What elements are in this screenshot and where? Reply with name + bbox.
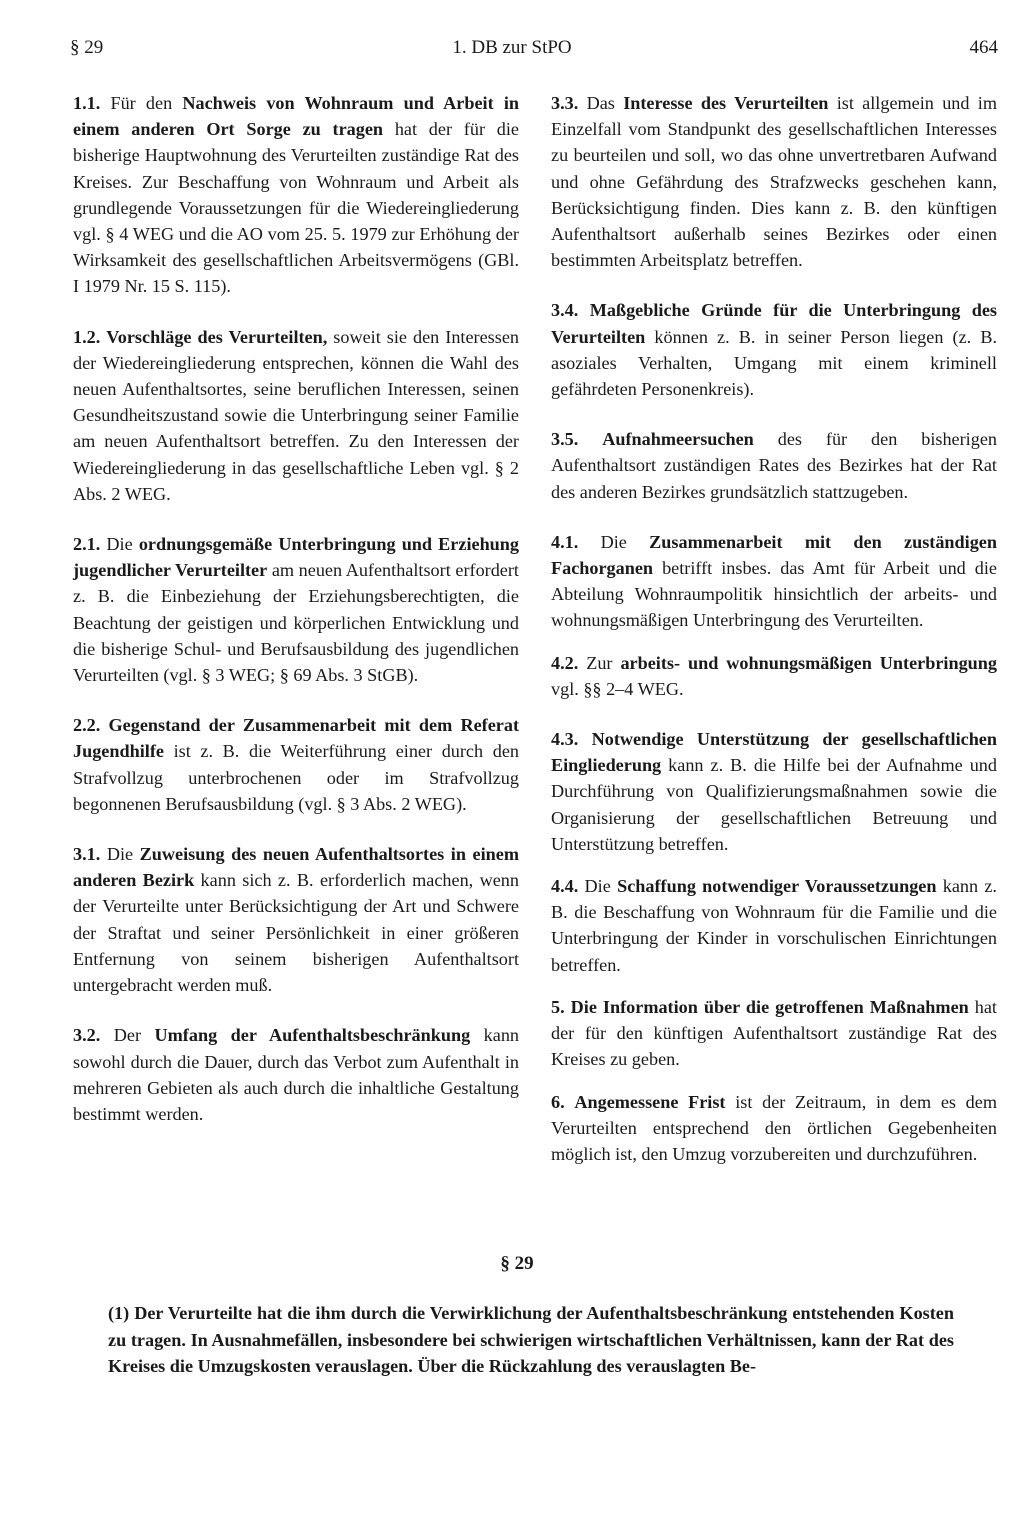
bold-term: Die Information über die getroffenen Maßnahmen — [570, 996, 969, 1017]
right-column — [551, 90, 997, 1183]
page-number: 464 — [969, 37, 998, 58]
paragraph-number: 3.1. — [73, 844, 101, 865]
paragraph — [551, 1089, 997, 1168]
paragraph — [551, 90, 997, 273]
bold-term: Umfang der Aufenthaltsbeschränkung — [154, 1025, 471, 1046]
paragraph — [73, 324, 519, 507]
paragraph-number: 3.2. — [73, 1025, 101, 1046]
paragraph-number: 2.2. — [73, 715, 101, 736]
paragraph — [73, 841, 519, 998]
bold-term: Schaffung notwendiger Voraussetzungen — [617, 876, 937, 897]
bold-term: Aufnahmeersuchen — [602, 429, 754, 450]
paragraph — [551, 297, 997, 402]
paragraph-text: kann sich z. B. erforderlich machen, wenn der Verurteilte unter Berücksichtigung der Art und Schwere der Straftat und seiner Persönlichkeit in einer größeren Entfernung von seinem bisherigen Aufenthaltsort untergebracht werden muß. — [73, 870, 519, 996]
paragraph-text — [100, 715, 108, 735]
paragraph — [73, 1022, 519, 1127]
paragraph-text: Die — [100, 534, 139, 555]
paragraph-number: 4.3. — [551, 729, 579, 750]
bold-term: Nachweis von Wohnraum und Arbeit in einem anderen Ort Sorge zu tragen — [73, 93, 519, 140]
section-title: § 29 — [500, 1253, 534, 1274]
paragraph-number: 4.1. — [551, 531, 579, 552]
bold-term: Vorschläge des Verurteilten, — [106, 326, 328, 347]
section-paragraph: (1) Der Verurteilte hat die ihm durch die Verwirklichung der Aufenthaltsbeschränkung entstehenden Kosten zu tragen. In Ausnahmefällen, insbesondere bei schwierigen wirtschaftlichen Verhältnissen, kann der Rat des Kreises die Umzugskosten verauslagen. Über die Rückzahlung des verauslagten Be- — [108, 1303, 954, 1376]
paragraph — [551, 426, 997, 505]
paragraph — [73, 712, 519, 817]
paragraph-text: soweit sie den Interessen der Wiedereingliederung entsprechen, können die Wahl des neuen Aufenthaltsortes, seine beruflichen Interessen, seinen Gesundheitszustand sowie die Unterbringung seiner Familie am neuen Aufenthaltsort betreffen. Zu den Interessen der Wiedereingliederung in das gesellschaftliche Leben vgl. § 2 Abs. 2 WEG. — [73, 326, 520, 504]
bold-term: arbeits- und wohnungsmäßigen Unterbringung — [620, 652, 997, 673]
paragraph — [551, 994, 997, 1073]
paragraph-text: Die — [578, 876, 618, 897]
bold-term: Gegenstand der Zusammenarbeit mit dem Referat Jugendhilfe — [73, 715, 519, 762]
bold-term: Notwendige Unterstützung der gesellschaftlichen Eingliederung — [551, 729, 997, 776]
header-title: 1. DB zur StPO — [452, 37, 572, 58]
paragraph — [551, 529, 997, 634]
paragraph-number: 4.4. — [551, 876, 579, 897]
paragraph-text: hat der für den künftigen Aufenthaltsort zuständige Rat des Kreises zu geben. — [551, 996, 997, 1070]
left-column — [73, 90, 519, 1151]
paragraph-text: betrifft insbes. das Amt für Arbeit und die Abteilung Wohnraumpolitik hinsichtlich der arbeits- und wohnungsmäßigen Unterbringung des Verurteilten. — [551, 558, 997, 631]
paragraph-text: kann z. B. die Beschaffung von Wohnraum für die Familie und die Unterbringung der Kinder in vorschulischen Einrichtungen betreffen. — [551, 876, 997, 975]
paragraph-text: des für den bisherigen Aufenthaltsort zuständigen Rates des Bezirkes hat der Rat des anderen Bezirkes grundsätzlich stattzugeben. — [551, 429, 997, 502]
paragraph-text — [578, 729, 591, 749]
paragraph-text — [565, 1092, 575, 1112]
paragraph — [551, 873, 997, 978]
paragraph — [551, 726, 997, 857]
paragraph-text: ist allgemein und im Einzelfall vom Standpunkt des gesellschaftlichen Interesses zu beurteilen und soll, wo das ohne unvertretbaren Aufwand und ohne Gefährdung des Strafzwecks geschehen kann, Berücksichtigung finden. Dies kann z. B. den künftigen Aufenthaltsort außerhalb seines Bezirkes oder einen bestimmten Arbeitsplatz betreffen. — [551, 93, 997, 271]
paragraph-text — [578, 300, 589, 320]
bold-term: Zusammenarbeit mit den zuständigen Fachorganen — [551, 531, 997, 579]
paragraph-text: Der — [100, 1025, 155, 1046]
bold-term: Zuweisung des neuen Aufenthaltsortes in einem anderen Bezirk — [73, 844, 519, 891]
paragraph — [73, 90, 519, 300]
paragraph-text: ist z. B. die Weiterführung einer durch den Strafvollzug unterbrochenen oder im Strafvollzug begonnenen Berufsausbildung (vgl. § 3 Abs. 2 WEG). — [73, 741, 519, 814]
paragraph-number: 3.4. — [551, 300, 579, 321]
paragraph-text: am neuen Aufenthaltsort erfordert z. B. die Einbeziehung der Erziehungsberechtigten, die Beachtung der geistigen und körperlichen Entwicklung und die bisherige Schul- und Berufsausbildung des jugendlichen Verurteilten (vgl. § 3 WEG; § 69 Abs. 3 StGB). — [73, 560, 519, 686]
header-section-ref: § 29 — [70, 37, 104, 58]
paragraph-text: vgl. §§ 2–4 WEG. — [551, 678, 684, 699]
paragraph-text: hat der für die bisherige Hauptwohnung des Verurteilten zuständige Rat des Kreises. Zur Beschaffung von Wohnraum und Arbeit als grundlegende Voraussetzungen für die Wiedereingliederung vgl. § 4 WEG und die AO vom 25. 5. 1979 zur Erhöhung der Wirksamkeit des gesellschaftlichen Arbeitsvermögens (GBl. I 1979 Nr. 15 S. 115). — [73, 119, 519, 297]
paragraph — [73, 531, 519, 688]
paragraph-text: kann z. B. die Hilfe bei der Aufnahme und Durchführung von Qualifizierungsmaßnahmen sowie die Organisierung der gesellschaftlichen Betreuung und Unterstützung betreffen. — [551, 755, 997, 854]
paragraph-number: 3.3. — [551, 93, 579, 113]
paragraph-number: 6. — [551, 1091, 565, 1112]
paragraph-number: 3.5. — [551, 429, 579, 450]
paragraph-text: kann sowohl durch die Dauer, durch das Verbot zum Aufenthalt in mehreren Gebieten als auch durch die inhaltliche Gestaltung bestimmt werden. — [73, 1025, 520, 1124]
paragraph-text — [578, 429, 602, 449]
bold-term: Angemessene Frist — [574, 1091, 726, 1112]
bold-term: Interesse des Verurteilten — [623, 93, 829, 113]
paragraph-text: Für den — [100, 93, 183, 113]
paragraph-number: 1.2. — [73, 326, 101, 347]
paragraph-number: 1.1. — [73, 93, 101, 113]
bold-term: ordnungsgemäße Unterbringung und Erziehung jugendlicher Verurteilter — [73, 534, 520, 581]
paragraph-number: 4.2. — [551, 652, 579, 673]
bold-term: Maßgebliche Gründe für die Unterbringung des Verurteilten — [551, 300, 997, 347]
paragraph-text: Zur — [578, 652, 621, 673]
paragraph-text: Das — [578, 93, 624, 113]
paragraph-number: 2.1. — [73, 534, 101, 555]
paragraph — [551, 650, 997, 702]
paragraph-text: Die — [578, 531, 650, 552]
paragraph-number: 5. — [551, 996, 565, 1017]
paragraph-text: Die — [100, 844, 140, 865]
paragraph-text: können z. B. in seiner Person liegen (z. B. asoziales Verhalten, Umgang mit einem kriminell gefährdeten Personenkreis). — [551, 326, 997, 400]
paragraph-text: ist der Zeitraum, in dem es dem Verurteilten entsprechend den örtlichen Gegebenheiten möglich ist, den Umzug vorzubereiten und durchzuführen. — [551, 1091, 997, 1164]
